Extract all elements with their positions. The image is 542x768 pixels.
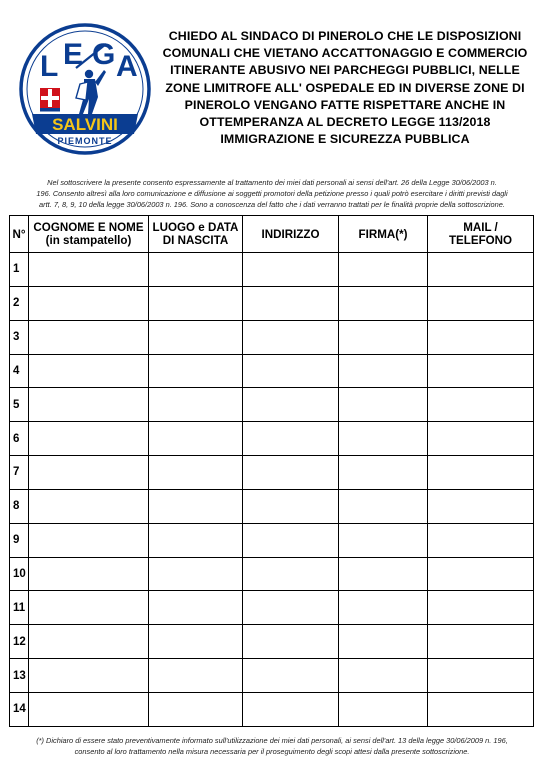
logo-letter-a: A [116, 50, 138, 83]
address-cell[interactable] [243, 286, 339, 320]
consent-line: 196. Consento altresì alla loro comunicazione e diffusione ai soggetti promotori della petizione presso i quali potrò esercitare i diritti previsti dagli [36, 189, 508, 198]
piemonte-shield-icon [40, 88, 60, 112]
header-address [243, 216, 339, 253]
footnote-line: (*) Dichiaro di essere stato preventivamente informato sull'utilizzazione dei miei dati personali, ai sensi dell'art. 13 della legge 30/06/2009 n. 196, [36, 736, 508, 745]
header-birth [149, 216, 243, 253]
name-cell[interactable] [29, 523, 149, 557]
table-row [10, 286, 534, 320]
birth-cell[interactable] [149, 692, 243, 726]
consent-line: artt. 7, 8, 9, 10 della legge 30/06/2003 n. 196. Sono a conoscenza del fatto che i dati verranno trattati per le finalità proprie della sottoscrizione. [39, 200, 505, 209]
header-line: FIRMA(*) [358, 227, 408, 241]
contact-cell[interactable] [428, 489, 534, 523]
table-row [10, 625, 534, 659]
footnote-line: consento al loro trattamento nella misura necessaria per il proseguimento degli scopi attesi dalla presente sottoscrizione. [74, 747, 470, 756]
signature-cell[interactable] [339, 557, 428, 591]
row-number: 12 [10, 625, 29, 659]
contact-cell[interactable] [428, 422, 534, 456]
birth-cell[interactable] [149, 286, 243, 320]
signature-cell[interactable] [339, 286, 428, 320]
contact-cell[interactable] [428, 320, 534, 354]
name-cell[interactable] [29, 659, 149, 693]
name-cell[interactable] [29, 286, 149, 320]
header-line: (in stampatello) [45, 234, 132, 247]
header-signature [339, 216, 428, 253]
birth-cell[interactable] [149, 591, 243, 625]
header-line: TELEFONO [448, 234, 513, 247]
address-cell[interactable] [243, 422, 339, 456]
name-cell[interactable] [29, 253, 149, 287]
birth-cell[interactable] [149, 354, 243, 388]
contact-cell[interactable] [428, 253, 534, 287]
signature-cell[interactable] [339, 625, 428, 659]
table-row [10, 253, 534, 287]
birth-cell[interactable] [149, 422, 243, 456]
row-number: 14 [10, 692, 29, 726]
privacy-consent-text [20, 177, 524, 210]
address-cell[interactable] [243, 320, 339, 354]
signature-cell[interactable] [339, 388, 428, 422]
heading-line: IMMIGRAZIONE E SICUREZZA PUBBLICA [220, 132, 470, 147]
logo-letter-g: G [92, 38, 116, 71]
header-line: COGNOME E NOME [33, 221, 144, 234]
logo-letter-e: E [63, 38, 84, 71]
table-row [10, 557, 534, 591]
heading-line: ITINERANTE ABUSIVO NEI PARCHEGGI PUBBLICI, NELLE [170, 63, 520, 78]
row-number: 7 [10, 456, 29, 490]
name-cell[interactable] [29, 320, 149, 354]
address-cell[interactable] [243, 591, 339, 625]
address-cell[interactable] [243, 354, 339, 388]
header-line: INDIRIZZO [261, 227, 320, 241]
logo-letter-l: L [40, 50, 59, 83]
row-number: 5 [10, 388, 29, 422]
row-number: 3 [10, 320, 29, 354]
contact-cell[interactable] [428, 692, 534, 726]
name-cell[interactable] [29, 557, 149, 591]
consent-line: Nel sottoscrivere la presente consento espressamente al trattamento dei miei dati personali ai sensi dell'art. 26 della Legge 30/06/2003 n. [47, 178, 497, 187]
petition-heading [156, 28, 534, 148]
row-number: 10 [10, 557, 29, 591]
address-cell[interactable] [243, 253, 339, 287]
table-row [10, 692, 534, 726]
row-number: 2 [10, 286, 29, 320]
logo-emblem [18, 22, 152, 156]
contact-cell[interactable] [428, 523, 534, 557]
row-number: 9 [10, 523, 29, 557]
birth-cell[interactable] [149, 523, 243, 557]
table-row [10, 354, 534, 388]
address-cell[interactable] [243, 523, 339, 557]
header-line: LUOGO e DATA [152, 221, 239, 234]
address-cell[interactable] [243, 456, 339, 490]
row-number: 4 [10, 354, 29, 388]
address-cell[interactable] [243, 659, 339, 693]
row-number: 11 [10, 591, 29, 625]
contact-cell[interactable] [428, 591, 534, 625]
contact-cell[interactable] [428, 286, 534, 320]
birth-cell[interactable] [149, 659, 243, 693]
signature-cell[interactable] [339, 422, 428, 456]
lega-salvini-logo [18, 22, 152, 156]
table-row [10, 659, 534, 693]
table-body [10, 253, 534, 727]
birth-cell[interactable] [149, 625, 243, 659]
contact-cell[interactable] [428, 354, 534, 388]
contact-cell[interactable] [428, 625, 534, 659]
signature-table [9, 215, 534, 727]
name-cell[interactable] [29, 354, 149, 388]
row-number: 6 [10, 422, 29, 456]
birth-cell[interactable] [149, 489, 243, 523]
header-number [10, 216, 29, 253]
address-cell[interactable] [243, 388, 339, 422]
table-row [10, 489, 534, 523]
address-cell[interactable] [243, 557, 339, 591]
table-row [10, 456, 534, 490]
signature-cell[interactable] [339, 456, 428, 490]
address-cell[interactable] [243, 625, 339, 659]
contact-cell[interactable] [428, 659, 534, 693]
name-cell[interactable] [29, 692, 149, 726]
contact-cell[interactable] [428, 557, 534, 591]
name-cell[interactable] [29, 388, 149, 422]
table-row [10, 320, 534, 354]
signature-cell[interactable] [339, 659, 428, 693]
contact-cell[interactable] [428, 456, 534, 490]
signature-cell[interactable] [339, 253, 428, 287]
table-row [10, 523, 534, 557]
address-cell[interactable] [243, 692, 339, 726]
heading-line: PINEROLO VENGANO FATTE RISPETTARE ANCHE IN [184, 97, 506, 112]
table-row [10, 422, 534, 456]
heading-line: COMUNALI CHE VIETANO ACCATTONAGGIO E COMMERCIO [162, 46, 528, 61]
table-header-row [10, 216, 534, 253]
header-line: MAIL / [463, 221, 498, 234]
address-cell[interactable] [243, 489, 339, 523]
signature-cell[interactable] [339, 354, 428, 388]
signature-cell[interactable] [339, 320, 428, 354]
contact-cell[interactable] [428, 388, 534, 422]
birth-cell[interactable] [149, 320, 243, 354]
name-cell[interactable] [29, 489, 149, 523]
row-number: 1 [10, 253, 29, 287]
name-cell[interactable] [29, 625, 149, 659]
header-contact [428, 216, 534, 253]
header-line: N° [12, 227, 26, 241]
heading-line: OTTEMPERANZA AL DECRETO LEGGE 113/2018 [199, 115, 491, 130]
name-cell[interactable] [29, 422, 149, 456]
birth-cell[interactable] [149, 388, 243, 422]
header-name [29, 216, 149, 253]
birth-cell[interactable] [149, 557, 243, 591]
header-line: DI NASCITA [162, 234, 229, 247]
table-row [10, 591, 534, 625]
signature-cell[interactable] [339, 523, 428, 557]
heading-line: CHIEDO AL SINDACO DI PINEROLO CHE LE DISPOSIZIONI [168, 29, 522, 43]
signature-cell[interactable] [339, 489, 428, 523]
logo-piemonte-text: PIEMONTE [57, 136, 113, 146]
footnote-text [20, 735, 524, 757]
name-cell[interactable] [29, 456, 149, 490]
name-cell[interactable] [29, 591, 149, 625]
row-number: 13 [10, 659, 29, 693]
birth-cell[interactable] [149, 253, 243, 287]
row-number: 8 [10, 489, 29, 523]
signature-cell[interactable] [339, 692, 428, 726]
birth-cell[interactable] [149, 456, 243, 490]
heading-line: ZONE LIMITROFE ALL' OSPEDALE ED IN DIVERSE ZONE DI [165, 80, 525, 95]
table-row [10, 388, 534, 422]
logo-salvini-text: SALVINI [52, 115, 118, 134]
signature-cell[interactable] [339, 591, 428, 625]
